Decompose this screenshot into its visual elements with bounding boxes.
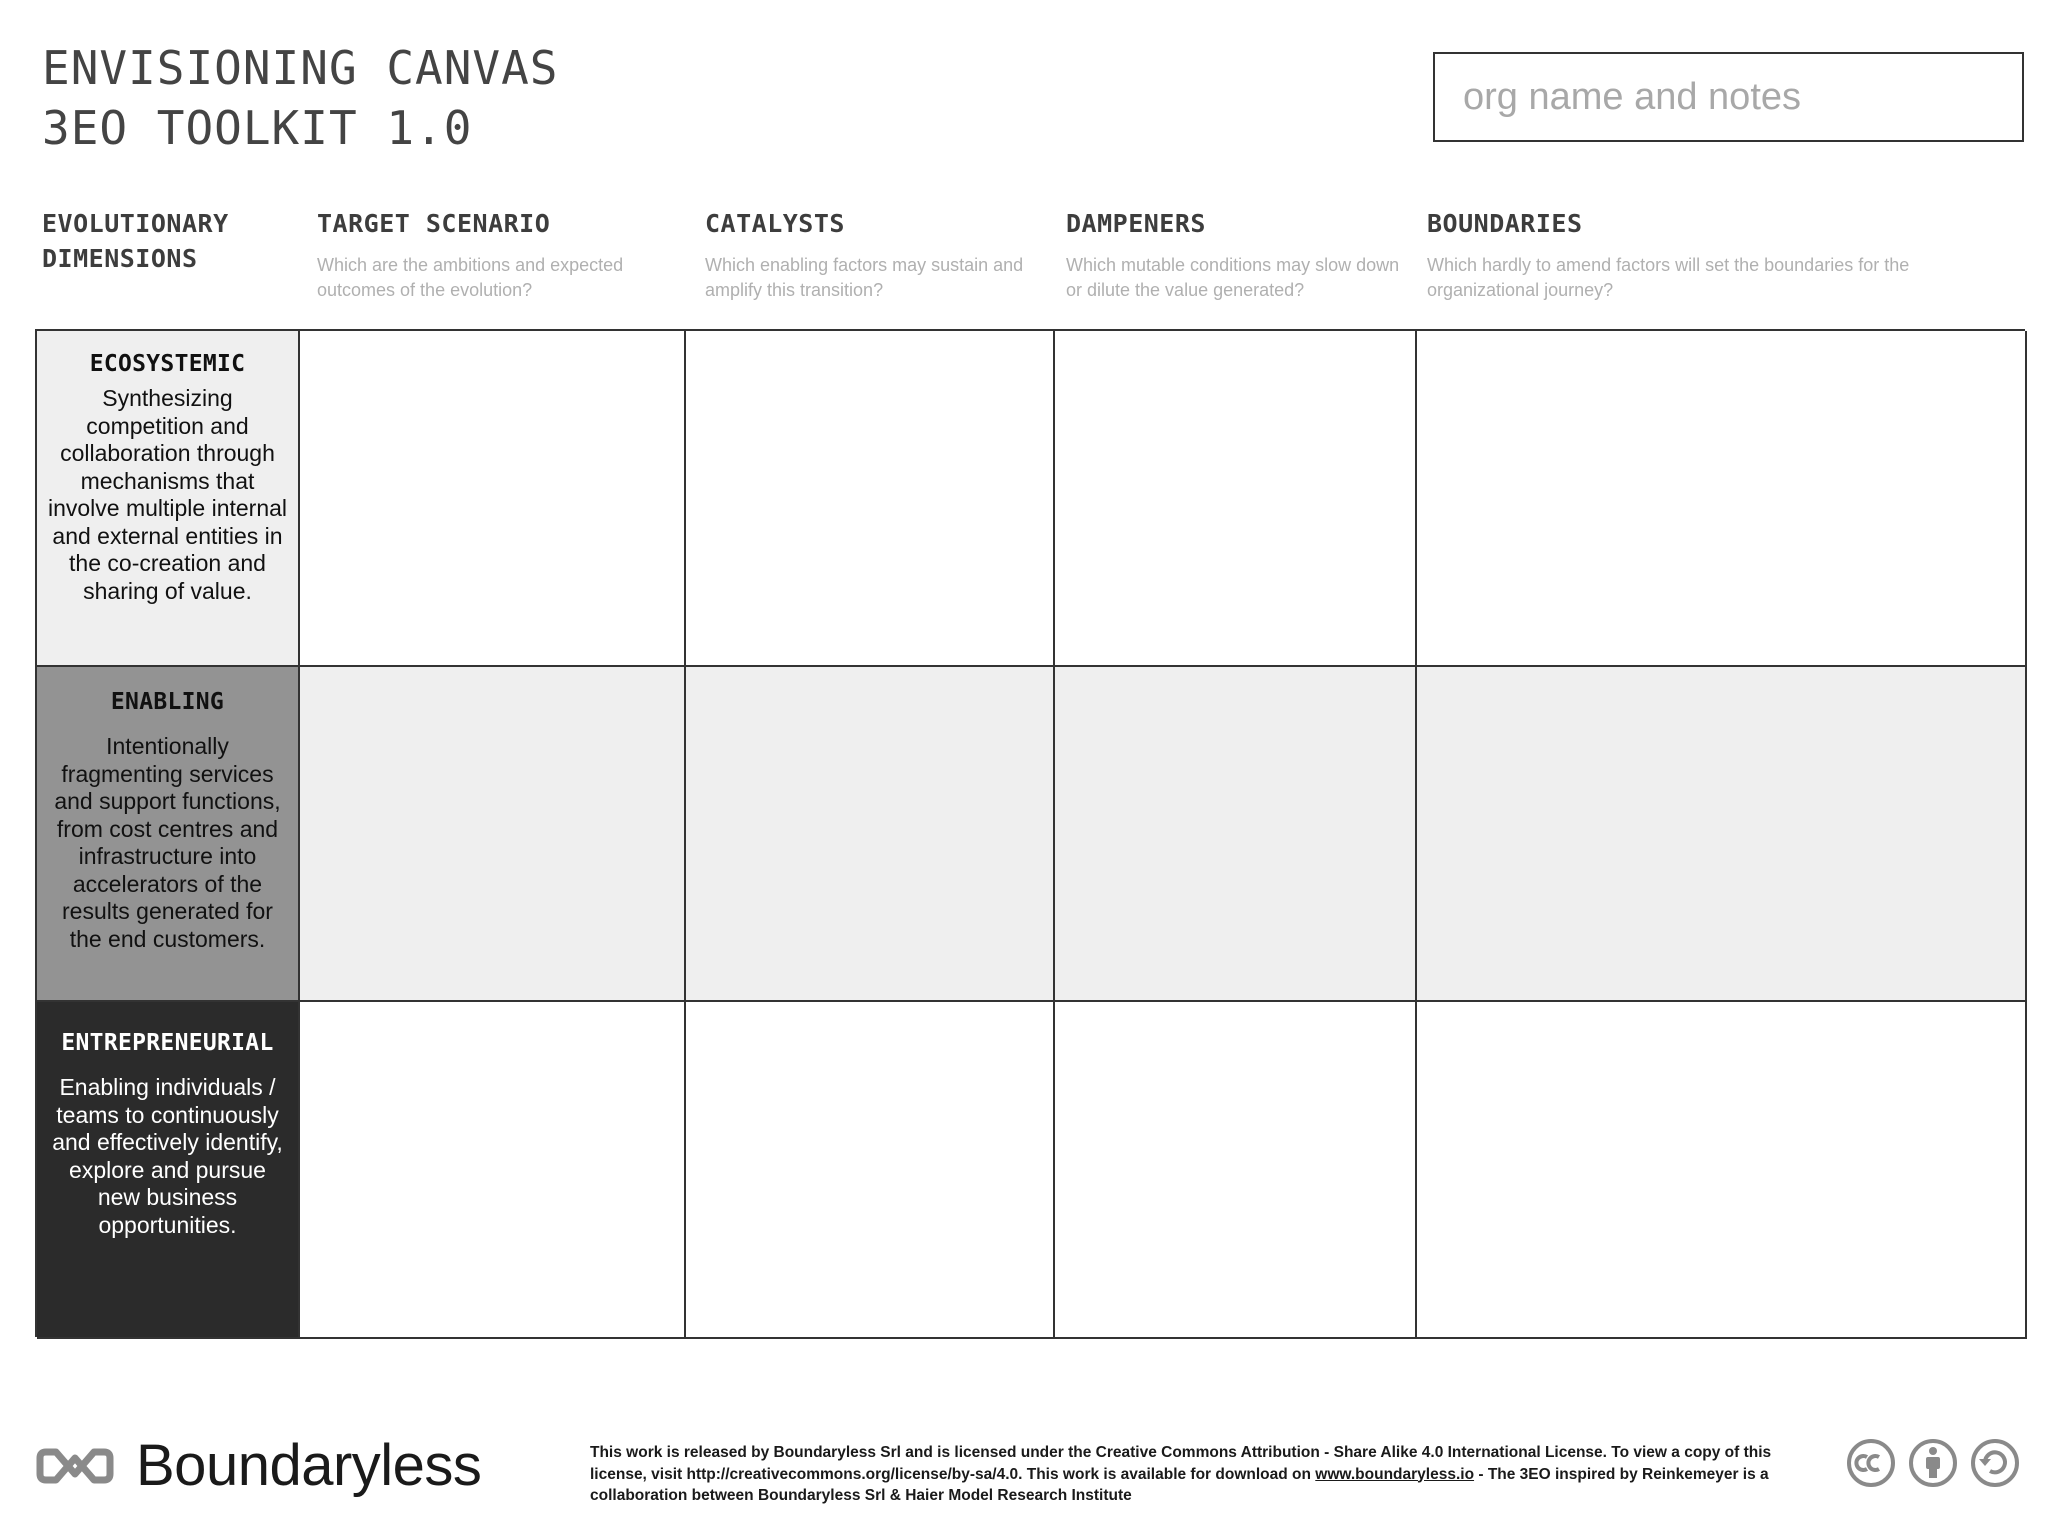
row-header-enabling	[37, 667, 300, 1002]
cell-enabling-catalysts[interactable]	[686, 667, 1055, 1002]
column-description: Which are the ambitions and expected outcomes of the evolution?	[317, 255, 624, 300]
column-title-line: EVOLUTIONARY	[42, 209, 229, 238]
org-notes-input[interactable]	[1461, 75, 2022, 120]
column-header-dampeners	[1066, 206, 1406, 303]
cell-entrepreneurial-boundaries[interactable]	[1417, 1002, 2027, 1339]
column-title: BOUNDARIES	[1427, 209, 1583, 238]
column-description: Which mutable conditions may slow down or dilute the value generated?	[1066, 255, 1400, 300]
infinity-logo-icon	[36, 1444, 114, 1488]
page-title	[42, 38, 559, 158]
cell-entrepreneurial-catalysts[interactable]	[686, 1002, 1055, 1339]
row-title: ECOSYSTEMIC	[89, 351, 246, 377]
column-title	[42, 206, 229, 276]
column-header-catalysts	[705, 206, 1050, 303]
column-title: CATALYSTS	[705, 209, 845, 238]
license-text	[590, 1442, 1800, 1507]
row-header-entrepreneurial	[37, 1002, 300, 1339]
cell-entrepreneurial-dampeners[interactable]	[1055, 1002, 1417, 1339]
column-description: Which enabling factors may sustain and amplify this transition?	[705, 255, 1024, 300]
cell-ecosystemic-catalysts[interactable]	[686, 331, 1055, 667]
column-header-boundaries	[1427, 206, 1987, 303]
cell-ecosystemic-target-scenario[interactable]	[300, 331, 686, 667]
cell-ecosystemic-dampeners[interactable]	[1055, 331, 1417, 667]
canvas-grid	[35, 329, 2025, 1337]
cc-icon	[1846, 1438, 1896, 1493]
cell-enabling-dampeners[interactable]	[1055, 667, 1417, 1002]
license-icons	[1846, 1438, 2020, 1493]
brand-name: Boundaryless	[136, 1433, 482, 1498]
column-title-line: DIMENSIONS	[42, 244, 198, 273]
brand-logo	[36, 1432, 481, 1499]
by-attribution-icon	[1908, 1438, 1958, 1493]
license-text-part-1: This work is released by Boundaryless Srl and is licensed under the Creative Commons Attribution - Share Alike 4.0 International License. To view a copy of this license, visit http://creativecommons.org/license/by-sa/4.0. This work is available for download on	[590, 1444, 1772, 1483]
boundaryless-link[interactable]: www.boundaryless.io	[1315, 1465, 1475, 1483]
column-header-target-scenario	[317, 206, 677, 303]
row-title: ENABLING	[110, 689, 225, 715]
share-alike-icon	[1970, 1438, 2020, 1493]
org-notes-box[interactable]	[1433, 52, 2024, 142]
title-line-2: 3EO TOOLKIT 1.0	[42, 101, 473, 155]
column-description: Which hardly to amend factors will set the boundaries for the organizational journey?	[1427, 255, 1910, 300]
title-line-1: ENVISIONING CANVAS	[42, 41, 559, 95]
column-title: DAMPENERS	[1066, 209, 1206, 238]
row-description: Intentionally fragmenting services and support functions, from cost centres and infrastructure into accelerators of the results generated for the end customers.	[54, 733, 281, 952]
cell-enabling-boundaries[interactable]	[1417, 667, 2027, 1002]
row-description: Enabling individuals / teams to continuously and effectively identify, explore and pursue new business opportunities.	[52, 1074, 283, 1238]
cell-entrepreneurial-target-scenario[interactable]	[300, 1002, 686, 1339]
row-header-ecosystemic	[37, 331, 300, 667]
license-text-part-2: - The 3EO inspired by Reinkemeyer is a collaboration between Boundaryless Srl & Haier Model Research Institute	[590, 1465, 1769, 1504]
cell-enabling-target-scenario[interactable]	[300, 667, 686, 1002]
column-header-dimensions	[42, 206, 229, 276]
column-title: TARGET SCENARIO	[317, 209, 551, 238]
row-title: ENTREPRENEURIAL	[61, 1030, 274, 1056]
row-description: Synthesizing competition and collaboration through mechanisms that involve multiple internal and external entities in the co-creation and sharing of value.	[47, 385, 288, 604]
cell-ecosystemic-boundaries[interactable]	[1417, 331, 2027, 667]
